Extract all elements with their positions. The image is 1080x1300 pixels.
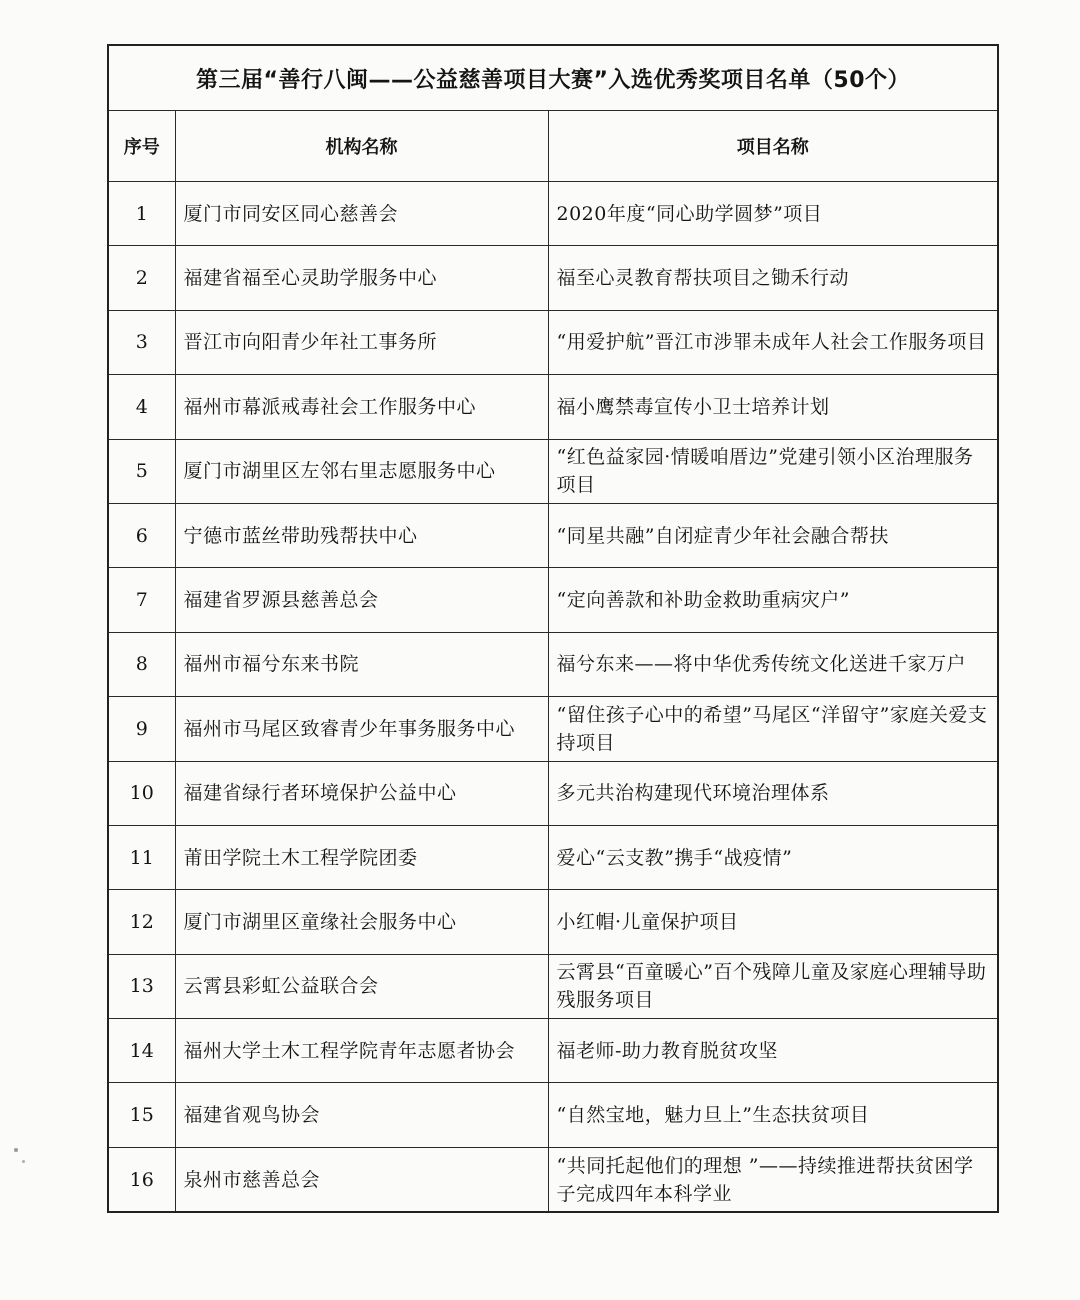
row-number: 15 bbox=[108, 1083, 175, 1147]
organization-name: 福州大学土木工程学院青年志愿者协会 bbox=[175, 1019, 548, 1083]
project-name: 多元共治构建现代环境治理体系 bbox=[548, 761, 998, 825]
row-number: 3 bbox=[108, 310, 175, 374]
project-name: 福至心灵教育帮扶项目之锄禾行动 bbox=[548, 246, 998, 310]
organization-name: 福建省福至心灵助学服务中心 bbox=[175, 246, 548, 310]
row-number: 13 bbox=[108, 954, 175, 1018]
table-row bbox=[108, 439, 998, 503]
document-title: 第三届“善行八闽——公益慈善项目大赛”入选优秀奖项目名单（50个） bbox=[108, 45, 998, 111]
row-number: 6 bbox=[108, 503, 175, 567]
table-row bbox=[108, 761, 998, 825]
header-no: 序号 bbox=[108, 111, 175, 182]
header-org: 机构名称 bbox=[175, 111, 548, 182]
row-number: 7 bbox=[108, 568, 175, 632]
project-name: “共同托起他们的理想 ”——持续推进帮扶贫困学子完成四年本科学业 bbox=[548, 1147, 998, 1212]
row-number: 4 bbox=[108, 375, 175, 439]
project-name: “用爱护航”晋江市涉罪未成年人社会工作服务项目 bbox=[548, 310, 998, 374]
organization-name: 福州市福兮东来书院 bbox=[175, 632, 548, 696]
table-row bbox=[108, 697, 998, 761]
scan-speck bbox=[14, 1148, 18, 1152]
table-row bbox=[108, 890, 998, 954]
project-name: 云霄县“百童暖心”百个残障儿童及家庭心理辅导助残服务项目 bbox=[548, 954, 998, 1018]
table-row bbox=[108, 954, 998, 1018]
organization-name: 福建省绿行者环境保护公益中心 bbox=[175, 761, 548, 825]
organization-name: 晋江市向阳青少年社工事务所 bbox=[175, 310, 548, 374]
project-name: 福老师-助力教育脱贫攻坚 bbox=[548, 1019, 998, 1083]
table-row bbox=[108, 503, 998, 567]
title-row bbox=[108, 45, 998, 111]
project-name: “同星共融”自闭症青少年社会融合帮扶 bbox=[548, 503, 998, 567]
organization-name: 厦门市湖里区左邻右里志愿服务中心 bbox=[175, 439, 548, 503]
project-name: “红色益家园·情暖咱厝边”党建引领小区治理服务项目 bbox=[548, 439, 998, 503]
award-list-table bbox=[107, 44, 999, 1213]
organization-name: 厦门市同安区同心慈善会 bbox=[175, 182, 548, 246]
project-name: “定向善款和补助金救助重病灾户” bbox=[548, 568, 998, 632]
table-row bbox=[108, 246, 998, 310]
project-name: 福小鹰禁毒宣传小卫士培养计划 bbox=[548, 375, 998, 439]
table-row bbox=[108, 1083, 998, 1147]
table-body bbox=[108, 182, 998, 1213]
table-row bbox=[108, 375, 998, 439]
organization-name: 福建省观鸟协会 bbox=[175, 1083, 548, 1147]
table-row bbox=[108, 825, 998, 889]
header-project: 项目名称 bbox=[548, 111, 998, 182]
row-number: 8 bbox=[108, 632, 175, 696]
table-row bbox=[108, 568, 998, 632]
row-number: 10 bbox=[108, 761, 175, 825]
table-row bbox=[108, 1019, 998, 1083]
row-number: 9 bbox=[108, 697, 175, 761]
row-number: 16 bbox=[108, 1147, 175, 1212]
organization-name: 宁德市蓝丝带助残帮扶中心 bbox=[175, 503, 548, 567]
table-row bbox=[108, 310, 998, 374]
project-name: 爱心“云支教”携手“战疫情” bbox=[548, 825, 998, 889]
project-name: 小红帽·儿童保护项目 bbox=[548, 890, 998, 954]
organization-name: 福建省罗源县慈善总会 bbox=[175, 568, 548, 632]
project-name: 2020年度“同心助学圆梦”项目 bbox=[548, 182, 998, 246]
row-number: 11 bbox=[108, 825, 175, 889]
project-name: “自然宝地，魅力旦上”生态扶贫项目 bbox=[548, 1083, 998, 1147]
organization-name: 泉州市慈善总会 bbox=[175, 1147, 548, 1212]
row-number: 14 bbox=[108, 1019, 175, 1083]
table-row bbox=[108, 182, 998, 246]
row-number: 2 bbox=[108, 246, 175, 310]
organization-name: 厦门市湖里区童缘社会服务中心 bbox=[175, 890, 548, 954]
row-number: 5 bbox=[108, 439, 175, 503]
table-row bbox=[108, 632, 998, 696]
header-row bbox=[108, 111, 998, 182]
project-name: “留住孩子心中的希望”马尾区“洋留守”家庭关爱支持项目 bbox=[548, 697, 998, 761]
project-name: 福兮东来——将中华优秀传统文化送进千家万户 bbox=[548, 632, 998, 696]
organization-name: 云霄县彩虹公益联合会 bbox=[175, 954, 548, 1018]
organization-name: 福州市幕派戒毒社会工作服务中心 bbox=[175, 375, 548, 439]
row-number: 12 bbox=[108, 890, 175, 954]
scan-speck bbox=[22, 1160, 25, 1163]
organization-name: 福州市马尾区致睿青少年事务服务中心 bbox=[175, 697, 548, 761]
table-row bbox=[108, 1147, 998, 1212]
organization-name: 莆田学院土木工程学院团委 bbox=[175, 825, 548, 889]
row-number: 1 bbox=[108, 182, 175, 246]
